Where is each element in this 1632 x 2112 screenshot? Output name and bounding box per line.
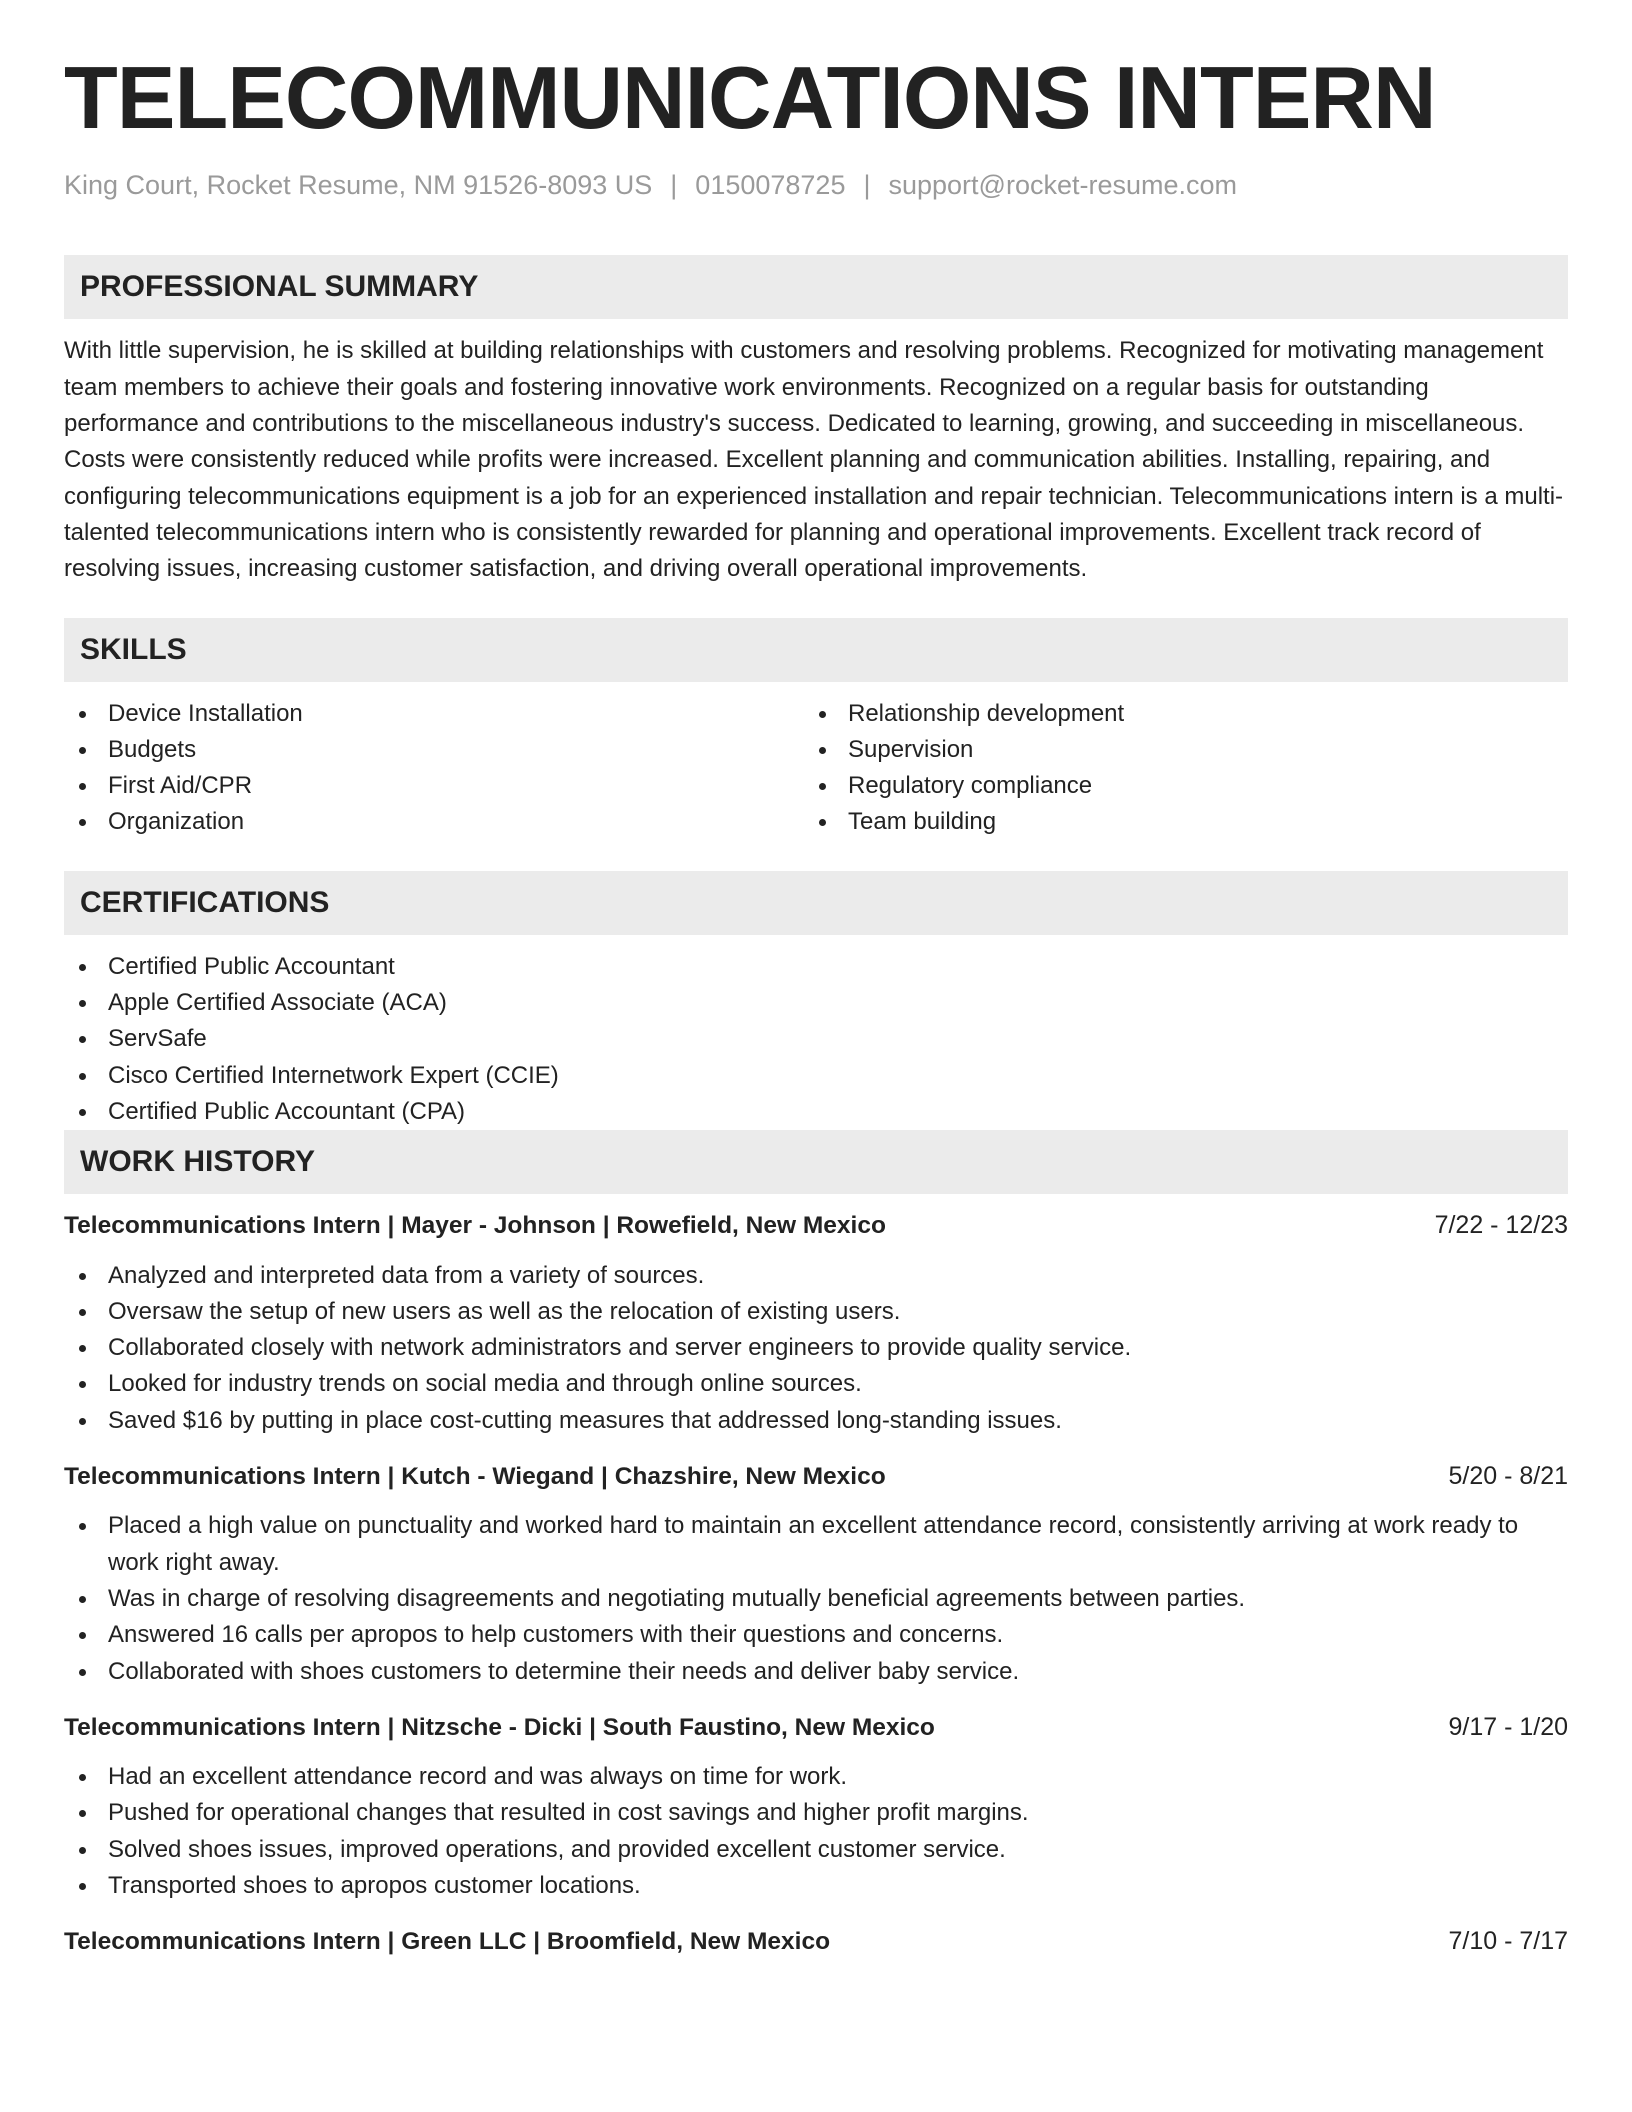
job-title: Telecommunications Intern | Kutch - Wiegand | Chazshire, New Mexico (64, 1463, 886, 1491)
certifications-list (64, 949, 1568, 1130)
certification-item: Cisco Certified Internetwork Expert (CCIE) (64, 1058, 1568, 1094)
certifications-heading: CERTIFICATIONS (64, 871, 1568, 935)
skill-item: Device Installation (64, 696, 804, 732)
job-bullet: Was in charge of resolving disagreements and negotiating mutually beneficial agreements between parties. (64, 1581, 1568, 1617)
contact-line (64, 168, 1568, 203)
job-entry (64, 1459, 1568, 1690)
job-header (64, 1710, 1568, 1745)
skills-heading: SKILLS (64, 618, 1568, 682)
skills-list-left (64, 696, 804, 841)
summary-text: With little supervision, he is skilled at building relationships with customers and resolving problems. Recognized for motivating management team members to achieve their goals and fostering innovative work environments. Recognized on a regular basis for outstanding performance and contributions to the miscellaneous industry's success. Dedicated to learning, growing, and succeeding in miscellaneous. Costs were consistently reduced while profits were increased. Excellent planning and communication abilities. Installing, repairing, and configuring telecommunications equipment is a job for an experienced installation and repair technician. Telecommunications intern is a multi-talented telecommunications intern who is consistently rewarded for planning and operational improvements. Excellent track record of resolving issues, increasing customer satisfaction, and driving overall operational improvements. (64, 337, 1564, 583)
skills-list-right (804, 696, 1544, 841)
job-title: Telecommunications Intern | Nitzsche - Dicki | South Faustino, New Mexico (64, 1713, 935, 1741)
skill-item: Budgets (64, 732, 804, 768)
job-bullets (64, 1759, 1568, 1904)
job-entry (64, 1924, 1568, 1959)
job-bullet: Saved $16 by putting in place cost-cutting measures that addressed long-standing issues. (64, 1403, 1568, 1439)
job-title: Telecommunications Intern | Green LLC | Broomfield, New Mexico (64, 1928, 831, 1956)
contact-separator: | (670, 170, 678, 201)
job-dates: 7/10 - 7/17 (1448, 1927, 1568, 1956)
skills-grid (64, 696, 1568, 841)
job-bullet: Collaborated with shoes customers to determine their needs and deliver baby service. (64, 1654, 1568, 1690)
job-dates: 7/22 - 12/23 (1434, 1211, 1568, 1240)
contact-phone: 0150078725 (695, 170, 846, 201)
job-bullet: Looked for industry trends on social media and through online sources. (64, 1366, 1568, 1402)
job-bullet: Collaborated closely with network administrators and server engineers to provide quality service. (64, 1330, 1568, 1366)
job-bullet: Placed a high value on punctuality and worked hard to maintain an excellent attendance record, consistently arriving at work ready to work right away. (64, 1508, 1568, 1581)
job-bullet: Transported shoes to apropos customer locations. (64, 1868, 1568, 1904)
contact-email: support@rocket-resume.com (888, 170, 1238, 201)
summary-heading: PROFESSIONAL SUMMARY (64, 255, 1568, 319)
skill-item: First Aid/CPR (64, 768, 804, 804)
job-bullet: Pushed for operational changes that resulted in cost savings and higher profit margins. (64, 1795, 1568, 1831)
skill-item: Team building (804, 804, 1544, 840)
skills-column-right (804, 696, 1544, 841)
job-header (64, 1459, 1568, 1494)
skill-item: Supervision (804, 732, 1544, 768)
job-bullet: Answered 16 calls per apropos to help customers with their questions and concerns. (64, 1617, 1568, 1653)
job-header (64, 1208, 1568, 1243)
job-entry (64, 1208, 1568, 1439)
job-header (64, 1924, 1568, 1959)
contact-separator: | (863, 170, 871, 201)
skill-item: Relationship development (804, 696, 1544, 732)
job-bullet: Solved shoes issues, improved operations, and provided excellent customer service. (64, 1832, 1568, 1868)
resume-title: TELECOMMUNICATIONS INTERN (64, 48, 1436, 147)
work-history-heading: WORK HISTORY (64, 1130, 1568, 1194)
job-bullet: Analyzed and interpreted data from a variety of sources. (64, 1258, 1568, 1294)
skill-item: Organization (64, 804, 804, 840)
job-bullet: Had an excellent attendance record and was always on time for work. (64, 1759, 1568, 1795)
certification-item: ServSafe (64, 1021, 1568, 1057)
job-bullets (64, 1258, 1568, 1439)
skill-item: Regulatory compliance (804, 768, 1544, 804)
job-dates: 9/17 - 1/20 (1448, 1712, 1568, 1741)
job-bullets (64, 1508, 1568, 1689)
certification-item: Certified Public Accountant (CPA) (64, 1094, 1568, 1130)
job-entry (64, 1710, 1568, 1904)
job-bullet: Oversaw the setup of new users as well as the relocation of existing users. (64, 1294, 1568, 1330)
certification-item: Apple Certified Associate (ACA) (64, 985, 1568, 1021)
job-dates: 5/20 - 8/21 (1448, 1462, 1568, 1491)
certification-item: Certified Public Accountant (64, 949, 1568, 985)
job-title: Telecommunications Intern | Mayer - Johnson | Rowefield, New Mexico (64, 1212, 886, 1240)
contact-address: King Court, Rocket Resume, NM 91526-8093 US (64, 170, 653, 201)
skills-column-left (64, 696, 804, 841)
